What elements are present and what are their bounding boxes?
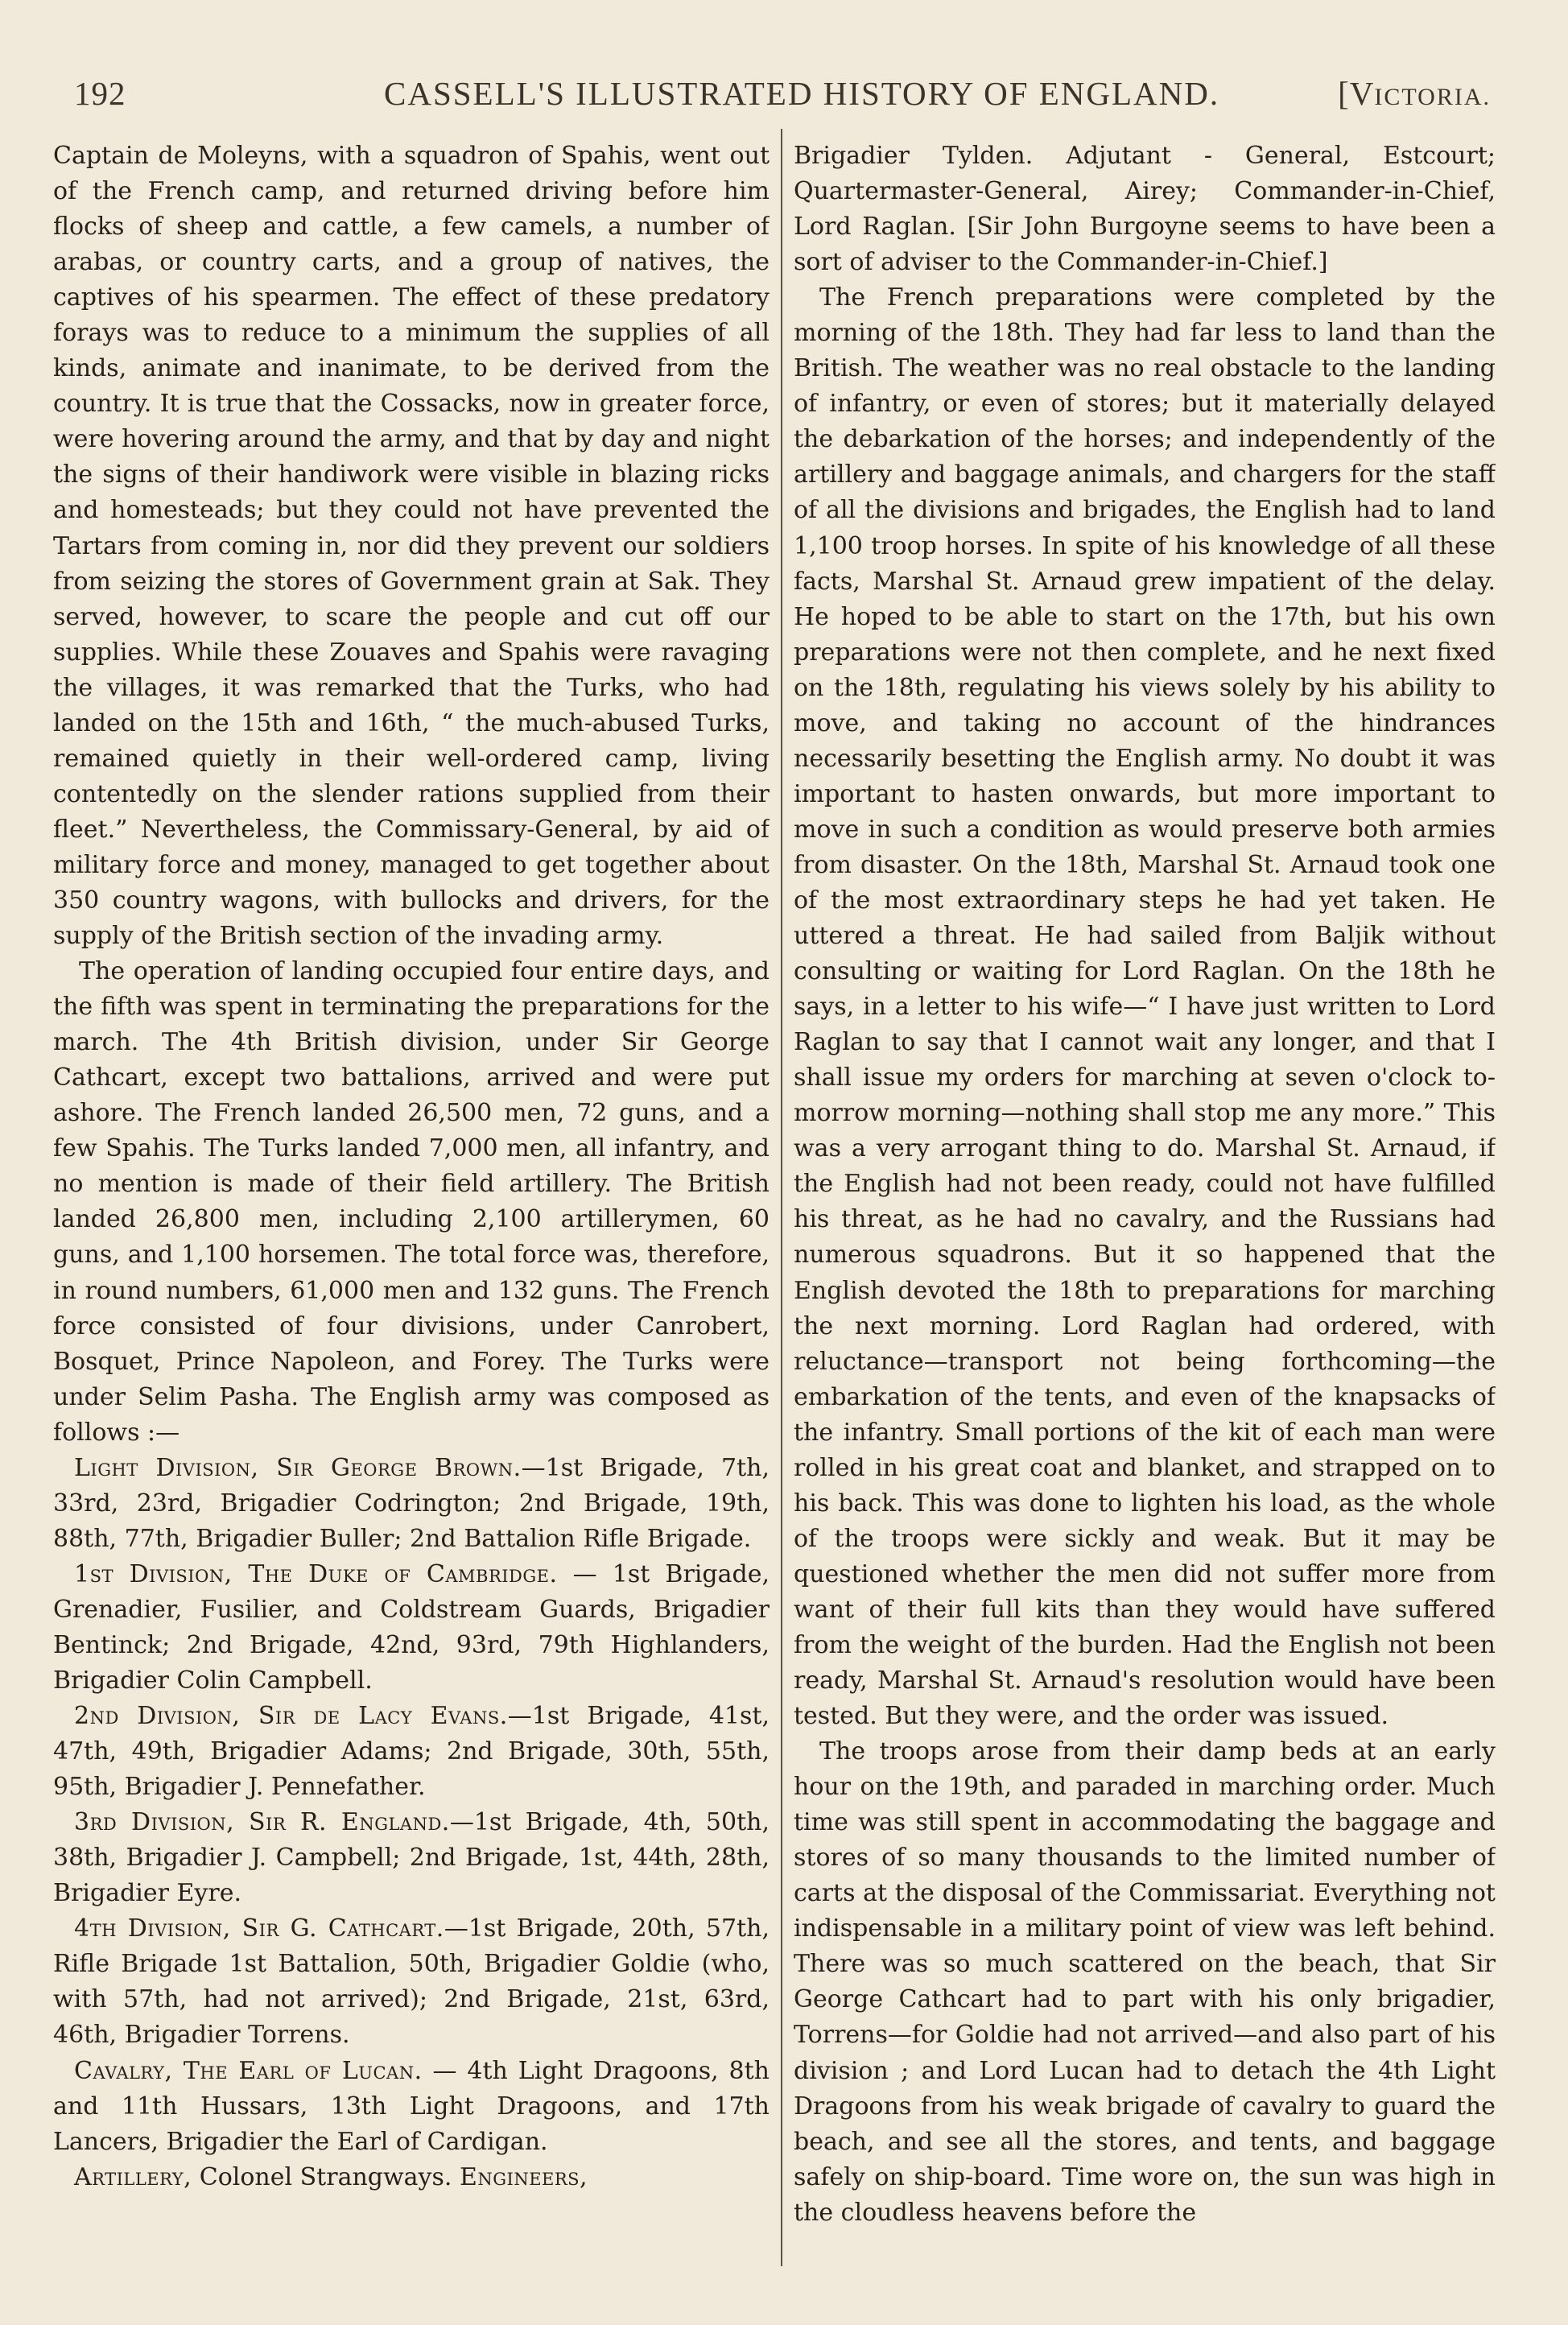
paragraph: The troops arose from their damp beds at an early hour on the 19th, and paraded in marching order. Much time was still spent in accommodating the baggage and stores of so many thousands to the limited number of carts at the disposal of the Commissariat. Everything not indispensable in a military point of view was left behind. There was so much scattered on the beach, that Sir George Cathcart had to part with his only brigadier, Torrens—for Goldie had not arrived—and also part of his division ; and Lord Lucan had to detach the 4th Light Dragoons from his weak brigade of cavalry to guard the beach, and see all the stores, and tents, and baggage safely on ship-board. Time wore on, the sun was high in the cloudless heavens before the <box>794 1737 1496 2227</box>
section-bracket: [V <box>1338 75 1375 112</box>
entry-text: — 4th Light Dragoons, 8th and 11th Hussars, 13th Light Dragoons, and 17th Lancers, Brigadier the Earl of Cardigan. <box>53 2056 770 2156</box>
entry-heading: 2nd Division, Sir de Lacy Evans. <box>74 1702 508 1731</box>
running-header <box>74 74 1491 122</box>
entry-text: —1st Brigade, 4th, 50th, 38th, Brigadier J. Campbell; 2nd Brigade, 1st, 44th, 28th, Brigadier Eyre. <box>53 1808 770 1908</box>
order-of-battle-entry <box>53 1557 770 1699</box>
entry-heading: 4th Division, Sir G. Cathcart. <box>74 1914 444 1943</box>
paragraph: Captain de Moleyns, with a squadron of Spahis, went out of the French camp, and returned driving before him flocks of sheep and cattle, a few camels, a number of arabas, or country carts, and a group of natives, the captives of his spearmen. The effect of these predatory forays was to reduce to a minimum the supplies of all kinds, animate and inanimate, to be derived from the country. It is true that the Cossacks, now in greater force, were hovering around the army, and that by day and night the signs of their handiwork were visible in blazing ricks and homesteads; but they could not have prevented the Tartars from coming in, nor did they prevent our soldiers from seizing the stores of Government grain at Sak. They served, however, to scare the people and cut off our supplies. While these Zouaves and Spahis were ravaging the villages, it was remarked that the Turks, who had landed on the 15th and 16th, “ the much-abused Turks, remained quietly in their well-ordered camp, living contentedly on the slender rations supplied from their fleet.” Nevertheless, the Commissary-General, by aid of military force and money, managed to get together about 350 country wagons, with bullocks and drivers, for the supply of the British section of the invading army. <box>53 142 770 951</box>
left-column <box>53 138 770 2264</box>
running-section <box>1338 74 1491 113</box>
right-column <box>794 138 1496 2264</box>
entry-heading: Cavalry, The Earl of Lucan. <box>74 2056 423 2085</box>
order-of-battle-entry <box>53 1451 770 1557</box>
entry-heading: Artillery, <box>74 2162 192 2191</box>
order-of-battle-entry <box>53 1805 770 1911</box>
entry-heading: Light Division, Sir George Brown. <box>74 1453 522 1482</box>
paragraph: Brigadier Tylden. Adjutant - General, Estcourt; Quartermaster-General, Airey; Commander-in-Chief, Lord Raglan. [Sir John Burgoyne seems to have been a sort of adviser to the Commander-in-Chief.] <box>794 142 1496 277</box>
running-title: CASSELL'S ILLUSTRATED HISTORY OF ENGLAND. <box>384 75 1220 112</box>
order-of-battle-entry <box>53 1699 770 1805</box>
paragraph: The French preparations were completed by the morning of the 18th. They had far less to land than the British. The weather was no real obstacle to the landing of infantry, or even of stores; but it materially delayed the debarkation of the horses; and independently of the artillery and baggage animals, and chargers for the staff of all the divisions and brigades, the English had to land 1,100 troop horses. In spite of his knowledge of all these facts, Marshal St. Arnaud grew impatient of the delay. He hoped to be able to start on the 17th, but his own preparations were not then complete, and he next fixed on the 18th, regulating his views solely by his ability to move, and taking no account of the hindrances necessarily besetting the English army. No doubt it was important to hasten onwards, but more important to move in such a condition as would preserve both armies from disaster. On the 18th, Marshal St. Arnaud took one of the most extraordinary steps he had yet taken. He uttered a threat. He had sailed from Baljik without consulting or waiting for Lord Raglan. On the 18th he says, in a letter to his wife—“ I have just written to Lord Raglan to say that I cannot wait any longer, and that I shall issue my orders for marching at seven o'clock to-morrow morning—nothing shall stop me any more.” This was a very arrogant thing to do. Marshal St. Arnaud, if the English had not been ready, could not have fulfilled his threat, as he had no cavalry, and the Russians had numerous squadrons. But it so happened that the English devoted the 18th to preparations for marching the next morning. Lord Raglan had ordered, with reluctance—transport not being forthcoming—the embarkation of the tents, and even of the knapsacks of the infantry. Small portions of the kit of each man were rolled in his great coat and blanket, and strapped on to his back. This was done to lighten his load, as the whole of the troops were sickly and weak. But it may be questioned whether the men did not suffer more from want of their full kits than they would have suffered from the weight of the burden. Had the English not been ready, Marshal St. Arnaud's resolution would have been tested. But they were, and the order was issued. <box>794 283 1496 1731</box>
order-of-battle-entry <box>53 1911 770 2053</box>
entry-text: —1st Brigade, 41st, 47th, 49th, Brigadier Adams; 2nd Brigade, 30th, 55th, 95th, Brigadier J. Pennefather. <box>53 1702 770 1802</box>
entry-heading: 1st Division, The Duke of Cambridge. <box>74 1559 558 1588</box>
page-number: 192 <box>74 75 126 112</box>
section-name: ICTORIA. <box>1374 84 1491 110</box>
entry-heading: 3rd Division, Sir R. England. <box>74 1808 450 1837</box>
order-of-battle-entry <box>53 2160 770 2195</box>
entry-text: — 1st Brigade, Grenadier, Fusilier, and Coldstream Guards, Brigadier Bentinck; 2nd Brigade, 42nd, 93rd, 79th Highlanders, Brigadier Colin Campbell. <box>53 1559 770 1695</box>
entry-text: Colonel Strangways. <box>192 2162 460 2191</box>
paragraph: The operation of landing occupied four entire days, and the fifth was spent in terminating the preparations for the march. The 4th British division, under Sir George Cathcart, except two battalions, arrived and were put ashore. The French landed 26,500 men, 72 guns, and a few Spahis. The Turks landed 7,000 men, all infantry, and no mention is made of their field artillery. The British landed 26,800 men, including 2,100 artillerymen, 60 guns, and 1,100 horsemen. The total force was, therefore, in round numbers, 61,000 men and 132 guns. The French force consisted of four divisions, under Canrobert, Bosquet, Prince Napoleon, and Forey. The Turks were under Selim Pasha. The English army was composed as follows :— <box>53 957 770 1447</box>
column-rule <box>781 129 782 2266</box>
entry-text: —1st Brigade, 7th, 33rd, 23rd, Brigadier Codrington; 2nd Brigade, 19th, 88th, 77th, Brigadier Buller; 2nd Battalion Rifle Brigade. <box>53 1453 770 1553</box>
entry-heading: Engineers, <box>459 2162 588 2191</box>
order-of-battle-entry <box>53 2054 770 2160</box>
entry-text: —1st Brigade, 20th, 57th, Rifle Brigade 1st Battalion, 50th, Brigadier Goldie (who, with 57th, had not arrived); 2nd Brigade, 21st, 63rd, 46th, Brigadier Torrens. <box>53 1914 770 2050</box>
